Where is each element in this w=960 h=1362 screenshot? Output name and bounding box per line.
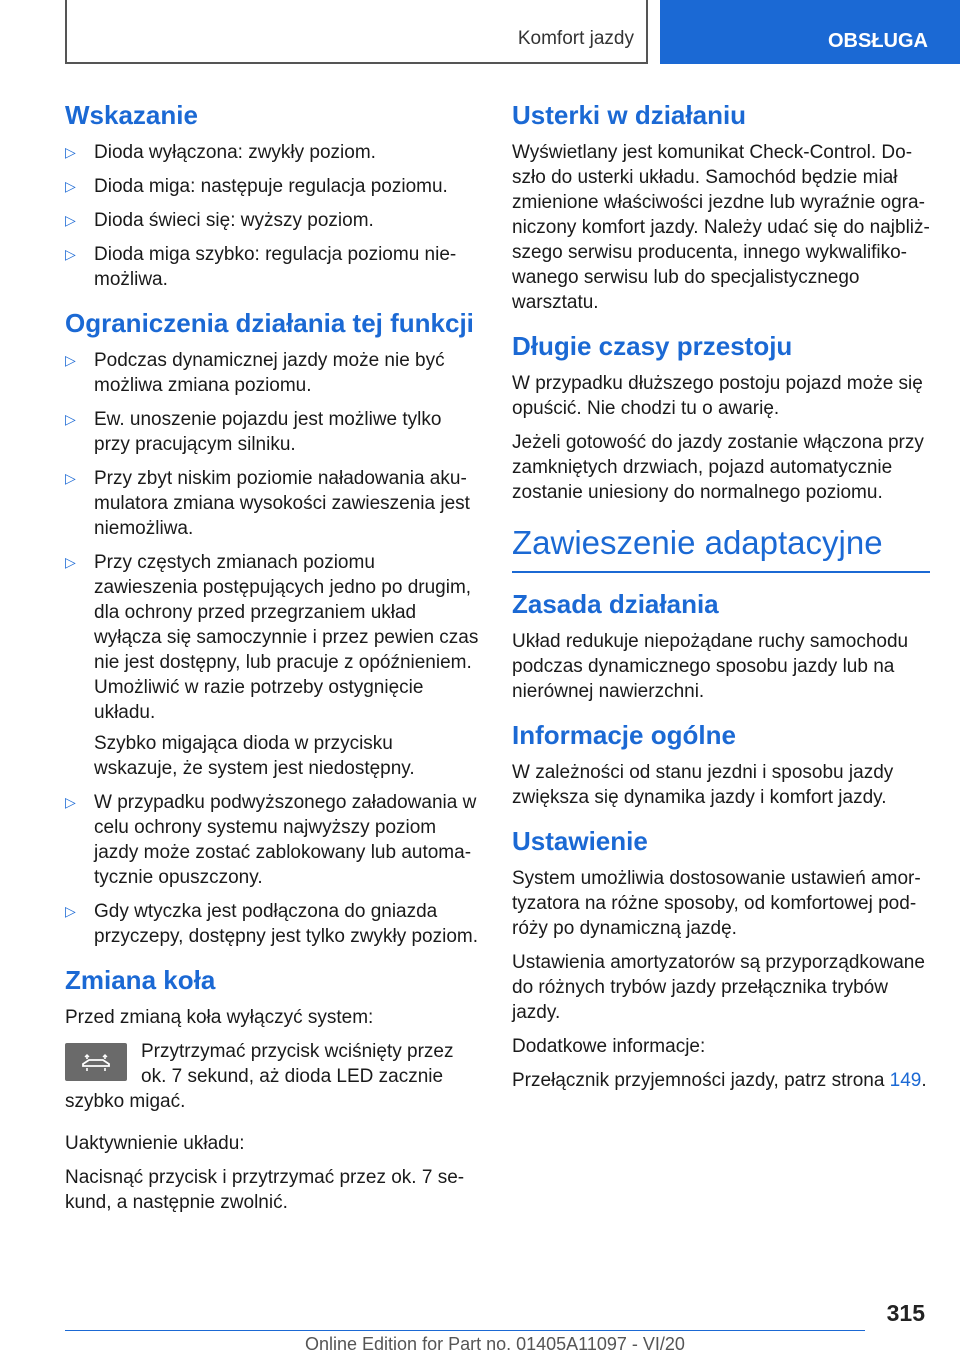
paragraph: Nacisnąć przycisk i przytrzymać przez ok. 7 sekund, a następnie zwolnić. bbox=[65, 1167, 465, 1213]
section-ustawienie bbox=[512, 824, 930, 1093]
paragraph: Uaktywnienie układu: bbox=[65, 1133, 245, 1154]
chapter-title: Komfort jazdy bbox=[517, 28, 634, 49]
icon-instruction bbox=[65, 1039, 480, 1123]
section-usterki bbox=[512, 98, 930, 315]
triangle-bullet-icon: ▷ bbox=[65, 144, 76, 160]
header-box bbox=[65, 0, 648, 64]
triangle-bullet-icon: ▷ bbox=[65, 212, 76, 228]
triangle-bullet-icon: ▷ bbox=[65, 178, 76, 194]
paragraph: Jeżeli gotowość do jazdy zostanie włączona przy zamkniętych drzwiach, pojazd automatycznie zostanie uniesiony do normalnego poziomu. bbox=[512, 432, 924, 503]
section-title: Ustawienie bbox=[512, 826, 648, 856]
triangle-bullet-icon: ▷ bbox=[65, 554, 76, 570]
paragraph: Wyświetlany jest komunikat Check-Control. Doszło do usterki układu. Samochód będzie miał zmienione właściwości jezdne lub wyraźnie ograniczony komfort jazdy. Należy udać się do najbliższego serwisu producenta, innego wykwalifikowanego serwisu lub do specjalistycznego warsztatu. bbox=[512, 142, 930, 313]
section-przestoj bbox=[512, 329, 930, 505]
page-number: 315 bbox=[886, 1300, 925, 1326]
triangle-bullet-icon: ▷ bbox=[65, 411, 76, 427]
triangle-bullet-icon: ▷ bbox=[65, 352, 76, 368]
triangle-bullet-icon: ▷ bbox=[65, 903, 76, 919]
section-title: Informacje ogólne bbox=[512, 720, 736, 750]
footer-edition: Online Edition for Part no. 01405A11097 - VI/20 bbox=[305, 1334, 685, 1354]
paragraph: Ustawienia amortyzatorów są przyporządkowane do różnych trybów jazdy przełącznika trybów jazdy. bbox=[512, 952, 925, 1023]
list-item: ▷ Przy zbyt niskim poziomie naładowania akumulatora zmiana wysokości zawieszenia jest niemożliwa. bbox=[65, 468, 470, 539]
paragraph: Przytrzymać przycisk wciśnięty przez ok. 7 sekund, aż dioda LED zacznie szybko migać. bbox=[65, 1041, 454, 1112]
list-item: ▷ Dioda świeci się: wyższy poziom. bbox=[65, 210, 374, 231]
triangle-bullet-icon: ▷ bbox=[65, 794, 76, 810]
footer-divider bbox=[65, 1330, 865, 1331]
paragraph: System umożliwia dostosowanie ustawień amortyzatora na różne sposoby, od komfortowej podróży po dynamiczną jazdę. bbox=[512, 868, 921, 939]
section-ograniczenia bbox=[65, 306, 480, 949]
list-item: ▷ Dioda miga: następuje regulacja poziomu. bbox=[65, 176, 448, 197]
bullet-list bbox=[65, 348, 480, 949]
left-column bbox=[65, 98, 480, 1229]
section-title: Zasada działania bbox=[512, 589, 719, 619]
chapter-heading: Zawieszenie adaptacyjne bbox=[512, 519, 930, 573]
list-item: ▷ Gdy wtyczka jest podłączona do gniazda przyczepy, dostępny jest tylko zwykły poziom. bbox=[65, 901, 479, 947]
section-title: Usterki w działaniu bbox=[512, 100, 747, 130]
section-tab[interactable]: OBSŁUGA bbox=[660, 0, 960, 64]
section-title: Ograniczenia działania tej funkcji bbox=[65, 308, 474, 338]
right-column bbox=[512, 98, 930, 1107]
section-zasada bbox=[512, 587, 930, 704]
paragraph: W zależności od stanu jezdni i sposobu jazdy zwiększa się dynamika jazdy i komfort jazdy. bbox=[512, 762, 894, 808]
paragraph: Przełącznik przyjemności jazdy, patrz strona 149. bbox=[512, 1070, 927, 1091]
paragraph: Układ redukuje niepożądane ruchy samochodu podczas dynamicznego sposobu jazdy lub na nierównej nawierzchni. bbox=[512, 631, 909, 702]
bullet-list bbox=[65, 140, 480, 292]
list-item: ▷ Dioda miga szybko: regulacja poziomu niemożliwa. bbox=[65, 244, 457, 290]
list-item: ▷ Przy częstych zmianach poziomu zawieszenia postępujących jedno po drugim, dla ochrony przed przegrzaniem układ wyłącza się samoczynnie i przez pewien czas nie jest dostępny, lub pracuje z opóźnieniem. Umożliwić w razie potrzeby ostygnięcie układu. Szybko migająca dioda w przycisku wskazuje, że system jest niedostępny. bbox=[65, 552, 479, 779]
list-item-note: Szybko migająca dioda w przycisku wskazuje, że system jest niedostępny. bbox=[94, 733, 415, 779]
section-title: Zmiana koła bbox=[65, 965, 216, 995]
section-zmiana-kola bbox=[65, 963, 480, 1215]
paragraph: Przed zmianą koła wyłączyć system: bbox=[65, 1007, 374, 1028]
list-item: ▷ Ew. unoszenie pojazdu jest możliwe tylko przy pracującym silniku. bbox=[65, 409, 442, 455]
list-item: ▷ Podczas dynamicznej jazdy może nie być możliwa zmiana poziomu. bbox=[65, 350, 445, 396]
page-reference-link[interactable]: 149 bbox=[889, 1070, 922, 1091]
section-informacje bbox=[512, 718, 930, 810]
section-title: Wskazanie bbox=[65, 100, 198, 130]
list-item: ▷ W przypadku podwyższonego załadowania w celu ochrony systemu najwyższy poziom jazdy może zostać zablokowany lub automatycznie opuszczony. bbox=[65, 792, 477, 888]
triangle-bullet-icon: ▷ bbox=[65, 470, 76, 486]
suspension-button-icon bbox=[65, 1043, 127, 1081]
section-wskazanie bbox=[65, 98, 480, 292]
paragraph: W przypadku dłuższego postoju pojazd może się opuścić. Nie chodzi tu o awarię. bbox=[512, 373, 923, 419]
paragraph: Dodatkowe informacje: bbox=[512, 1036, 706, 1057]
triangle-bullet-icon: ▷ bbox=[65, 246, 76, 262]
section-title: Długie czasy przestoju bbox=[512, 331, 793, 361]
list-item: ▷ Dioda wyłączona: zwykły poziom. bbox=[65, 142, 376, 163]
